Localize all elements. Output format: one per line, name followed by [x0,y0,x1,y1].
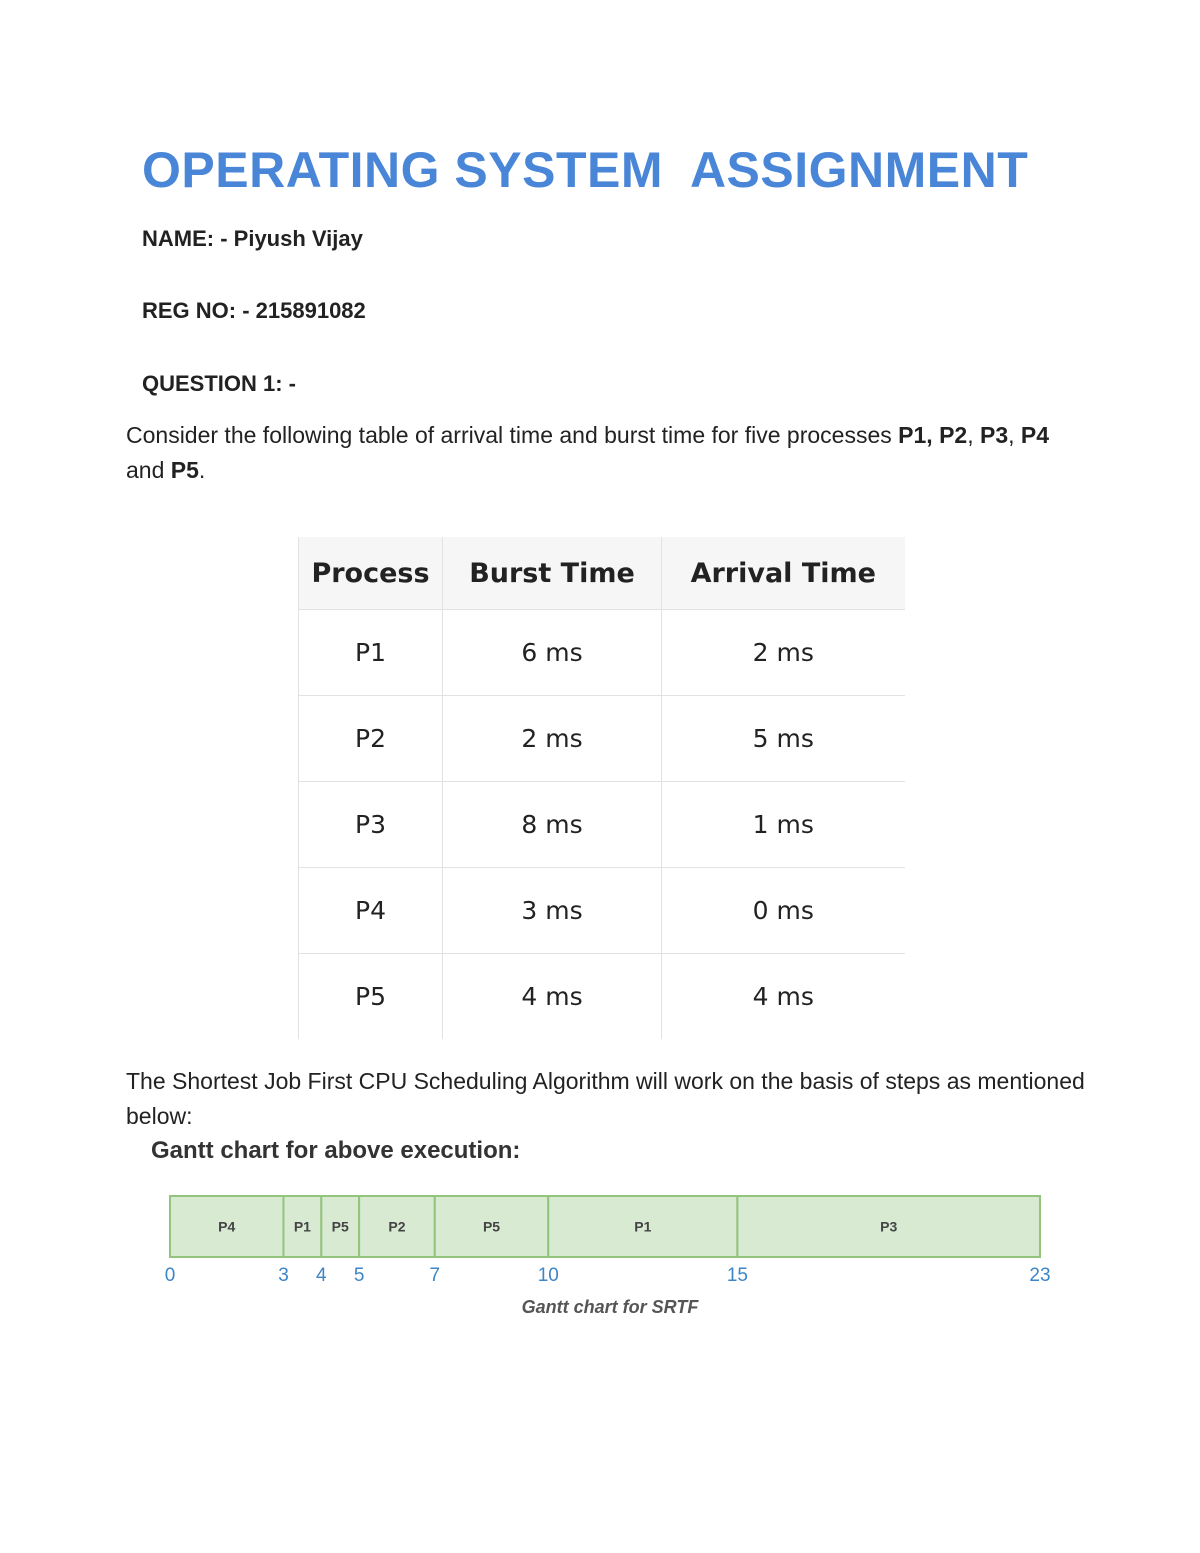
cell-arrival-time: 2 ms [662,610,905,696]
gantt-tick-label: 5 [353,1265,365,1286]
gantt-segment-label: P4 [218,1218,236,1235]
gantt-segment-label: P2 [388,1218,406,1235]
cell-arrival-time: 5 ms [662,696,905,782]
cell-process: P1 [299,610,443,696]
gantt-tick-label: 10 [537,1265,559,1286]
intro-and: and [126,457,165,483]
table-header-row [299,537,905,610]
gantt-tick-label: 23 [1029,1265,1051,1286]
header-burst-time: Burst Time [443,537,662,610]
registration-number: REG NO: - 215891082 [142,298,366,323]
cell-arrival-time: 1 ms [662,782,905,868]
header-process: Process [299,537,443,610]
cell-burst-time: 4 ms [443,954,662,1040]
cell-arrival-time: 0 ms [662,868,905,954]
gantt-segment-label: P1 [634,1218,652,1235]
gantt-tick-label: 7 [429,1265,441,1286]
gantt-segment-label: P3 [880,1218,898,1235]
gantt-tick-label: 3 [278,1265,289,1286]
question-intro: Consider the following table of arrival time and burst time for five processes P1, P2, P3, P4 and P5. [126,422,1050,483]
header-arrival-time: Arrival Time [662,537,905,610]
gantt-heading: Gantt chart for above execution: [151,1137,521,1164]
gantt-segment-label: P5 [331,1218,349,1235]
table-row [299,868,905,954]
cell-process: P3 [299,782,443,868]
intro-p2: P2 [939,422,968,448]
intro-text: Consider the following table of arrival time and burst time for five processes [126,422,899,448]
cell-process: P5 [299,954,443,1040]
gantt-tick-label: 15 [726,1265,748,1286]
gantt-segment-label: P1 [293,1218,311,1235]
cell-burst-time: 2 ms [443,696,662,782]
cell-process: P2 [299,696,443,782]
sjf-description: The Shortest Job First CPU Scheduling Algorithm will work on the basis of steps as mentioned below: [126,1068,1085,1129]
cell-arrival-time: 4 ms [752,982,814,1011]
intro-p5: P5 [170,457,199,483]
table-row [299,782,905,868]
gantt-chart [150,1185,1070,1295]
intro-p1: P1, [898,422,933,448]
gantt-segment-label: P5 [482,1218,501,1235]
gantt-caption: Gantt chart for SRTF [521,1297,699,1317]
gantt-tick-label: 4 [316,1265,327,1286]
table-row [299,610,905,696]
document-title: OPERATING SYSTEM ASSIGNMENT [142,142,1029,198]
student-name: NAME: - Piyush Vijay [142,226,363,251]
table-row [299,954,905,1040]
cell-process: P4 [299,868,443,954]
cell-burst-time: 6 ms [443,610,662,696]
question-heading: QUESTION 1: - [142,371,297,396]
process-table [298,537,905,1039]
intro-p4: P4 [1020,422,1050,448]
intro-p3: P3 [979,422,1009,448]
cell-burst-time: 3 ms [443,868,662,954]
table-row [299,696,905,782]
gantt-tick-label: 0 [164,1265,176,1286]
cell-burst-time: 8 ms [443,782,662,868]
